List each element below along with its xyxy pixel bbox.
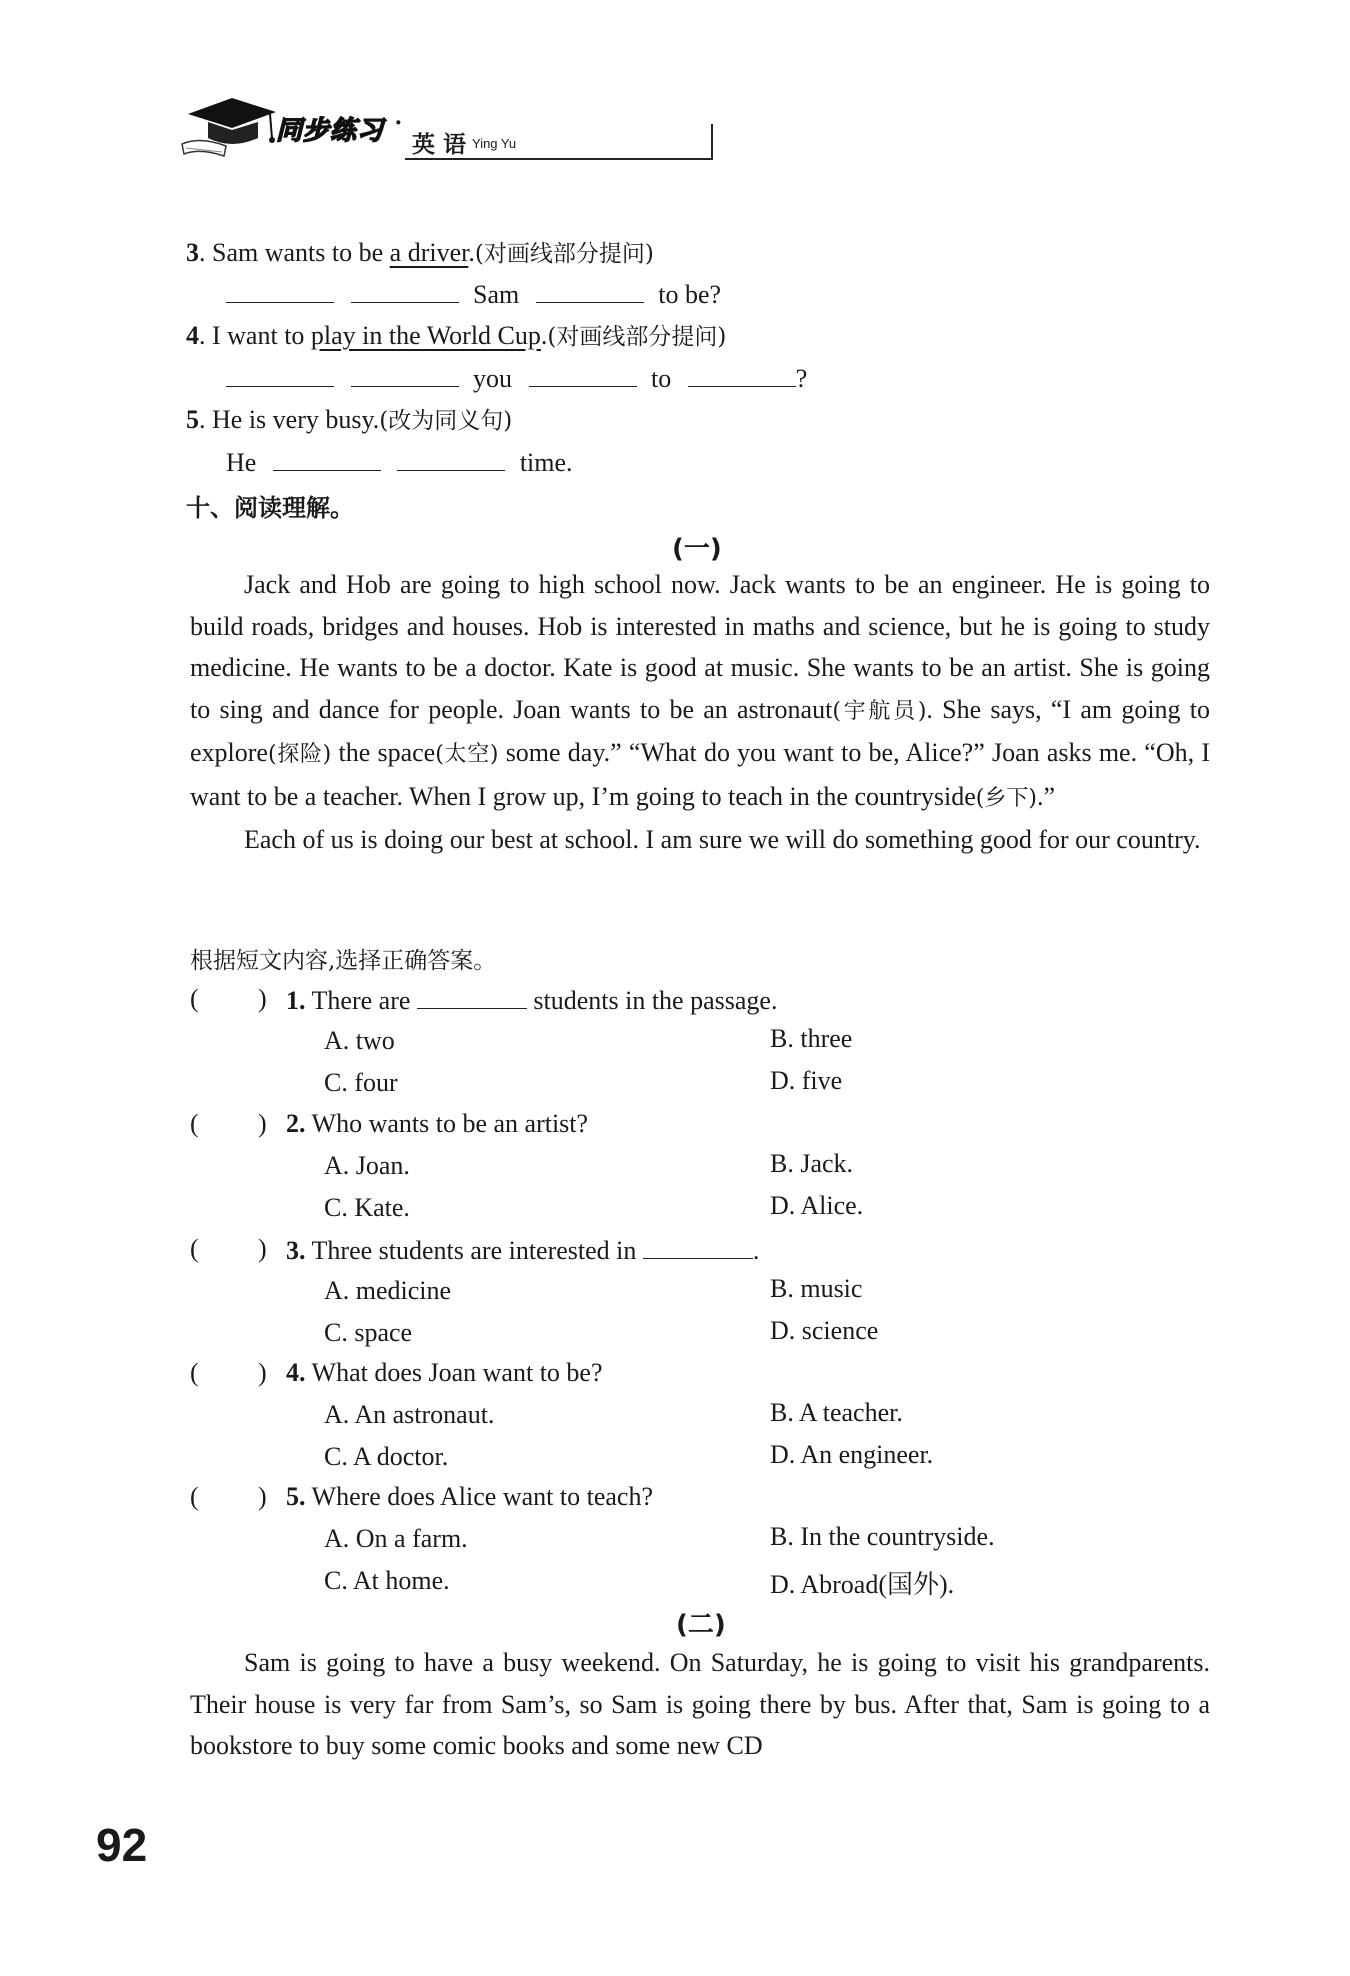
question-text: Three students are interested in (311, 1236, 637, 1265)
option-a[interactable]: A. Joan. (324, 1151, 410, 1180)
passage-line: wants to be an artist. She is going to sing and dance for people. Joan wants to be an (190, 653, 1210, 724)
passage-line: Each of us is doing our best at school. I am sure we will do something good for (244, 825, 1069, 854)
answer-word: time. (519, 448, 573, 477)
option-b[interactable]: B. three (770, 1024, 853, 1053)
answer-blank[interactable] (536, 278, 644, 303)
option-b[interactable]: B. A teacher. (770, 1398, 903, 1427)
item-sentence: Sam wants to be (212, 238, 390, 267)
passage-line: When I grow up, I’m going to teach in the countryside(乡下).” (408, 781, 1055, 811)
answer-paren-close: ) (258, 1234, 267, 1263)
option-d[interactable]: D. Abroad(国外). (770, 1570, 955, 1599)
answer-paren-close: ) (258, 1358, 267, 1387)
header-dot: · (394, 108, 403, 137)
answer-word: to be? (658, 280, 722, 309)
answer-word: He (226, 448, 257, 477)
answer-blank[interactable] (273, 446, 381, 471)
passage-two (190, 1642, 1210, 1767)
question-number: 3. (286, 1236, 306, 1265)
rewrite-item-3: 3. Sam wants to be a driver.(对画线部分提问) (186, 238, 654, 267)
answer-blank[interactable] (351, 362, 459, 387)
answer-blank[interactable] (226, 278, 334, 303)
answer-word: to (651, 364, 672, 393)
answer-paren-close: ) (258, 1109, 267, 1138)
page-header (180, 92, 540, 172)
answer-blank[interactable] (417, 984, 527, 1009)
passage-line: astronaut(宇航员). She says, “I am going to explore(探险) the space(太空) some (190, 694, 1210, 767)
question-instruction: 根据短文内容,选择正确答案。 (190, 948, 497, 974)
item-number: 5 (186, 405, 199, 434)
question-3 (190, 1234, 1090, 1274)
passage-line: day.” “What do you want to be, Alice?” Joan asks me. “Oh, I want to be a teacher. (190, 738, 1210, 811)
passage-line: After that, Sam is going to a bookstore to buy some comic books and some new CD (190, 1689, 1210, 1760)
option-d[interactable]: D. five (770, 1066, 843, 1095)
option-a[interactable]: A. An astronaut. (324, 1400, 495, 1429)
question-1 (190, 984, 1090, 1024)
section-title: 十、阅读理解。 (186, 494, 354, 522)
question-4 (190, 1358, 1090, 1398)
passage-part-label: (一) (672, 534, 722, 564)
sentence-end: . (468, 238, 475, 267)
option-a[interactable]: A. On a farm. (324, 1524, 468, 1553)
item-number: 4 (186, 321, 199, 350)
option-d[interactable]: D. science (770, 1316, 879, 1345)
answer-paren-open[interactable]: ( (190, 1234, 199, 1263)
sentence-end: . (540, 321, 548, 350)
passage-line: he is going to study medicine. He wants to be a doctor. Kate is good at music. She (190, 611, 1211, 682)
answer-line-5 (226, 446, 573, 479)
question-number: 2. (286, 1109, 306, 1138)
answer-line-4 (226, 362, 807, 395)
answer-paren-close: ) (258, 984, 267, 1013)
item-instruction: (对画线部分提问) (547, 324, 727, 350)
option-b[interactable]: B. Jack. (770, 1149, 854, 1178)
answer-blank[interactable] (688, 362, 796, 387)
passage-line: our country. (1075, 825, 1201, 854)
rewrite-item-5: 5. He is very busy.(改为同义句) (186, 405, 513, 434)
option-b[interactable]: B. music (770, 1274, 863, 1303)
passage-line: Jack and Hob are going to high school now. Jack wants to be an engineer. He is (244, 570, 1113, 599)
item-sentence: He is very busy. (212, 405, 380, 434)
option-d[interactable]: D. An engineer. (770, 1440, 934, 1469)
answer-blank[interactable] (226, 362, 334, 387)
item-instruction: (改为同义句) (379, 408, 513, 434)
option-c[interactable]: C. A doctor. (324, 1442, 449, 1471)
option-b[interactable]: B. In the countryside. (770, 1522, 995, 1551)
subject-pinyin: Ying Yu (472, 136, 517, 151)
item-number: 3 (186, 238, 199, 267)
item-instruction: (对画线部分提问) (474, 241, 654, 267)
answer-blank[interactable] (529, 362, 637, 387)
question-2 (190, 1109, 1090, 1149)
answer-line-3 (226, 278, 721, 311)
answer-paren-open[interactable]: ( (190, 984, 199, 1013)
item-sentence: I want to (212, 321, 311, 350)
question-text-end: students in the passage. (533, 986, 778, 1015)
answer-blank[interactable] (351, 278, 459, 303)
option-d[interactable]: D. Alice. (770, 1191, 864, 1220)
passage-line: Sam is going to have a busy weekend. On Saturday, he is going to visit his (244, 1648, 1060, 1677)
question-5 (190, 1482, 1090, 1522)
question-text: There are (311, 986, 411, 1015)
graduation-cap-icon (180, 92, 280, 172)
option-c[interactable]: C. four (324, 1068, 398, 1097)
series-title: 同步练习 (276, 116, 385, 146)
answer-word: ? (795, 364, 808, 393)
option-c[interactable]: C. space (324, 1318, 413, 1347)
answer-paren-open[interactable]: ( (190, 1482, 199, 1511)
option-c[interactable]: C. Kate. (324, 1193, 410, 1222)
rewrite-item-4: 4. I want to play in the World Cup.(对画线部分提问) (186, 321, 727, 350)
underlined-phrase: a driver (389, 238, 469, 267)
answer-blank[interactable] (643, 1234, 753, 1259)
answer-word: Sam (473, 280, 520, 309)
answer-paren-close: ) (258, 1482, 267, 1511)
question-text: Who wants to be an artist? (311, 1109, 589, 1138)
answer-paren-open[interactable]: ( (190, 1358, 199, 1387)
passage-line: going to build roads, bridges and houses. Hob is interested in maths and science, but (190, 570, 1211, 641)
answer-word: you (473, 364, 512, 393)
question-number: 5. (286, 1482, 306, 1511)
passage-line: grandparents. Their house is very far from Sam’s, so Sam is going there by bus. (190, 1648, 1211, 1719)
option-a[interactable]: A. two (324, 1026, 395, 1055)
question-text: What does Joan want to be? (311, 1358, 603, 1387)
question-text-end: . (752, 1236, 760, 1265)
answer-blank[interactable] (397, 446, 505, 471)
question-number: 1. (286, 986, 306, 1015)
answer-paren-open[interactable]: ( (190, 1109, 199, 1138)
underlined-phrase: play in the World Cup (310, 321, 541, 350)
question-text: Where does Alice want to teach? (311, 1482, 653, 1511)
passage-part-label: (二) (676, 1610, 726, 1640)
page-number: 92 (96, 1819, 148, 1871)
question-number: 4. (286, 1358, 306, 1387)
passage-one (190, 564, 1210, 861)
option-c[interactable]: C. At home. (324, 1566, 450, 1595)
subject-label: 英 语 (412, 132, 467, 158)
option-a[interactable]: A. medicine (324, 1276, 452, 1305)
